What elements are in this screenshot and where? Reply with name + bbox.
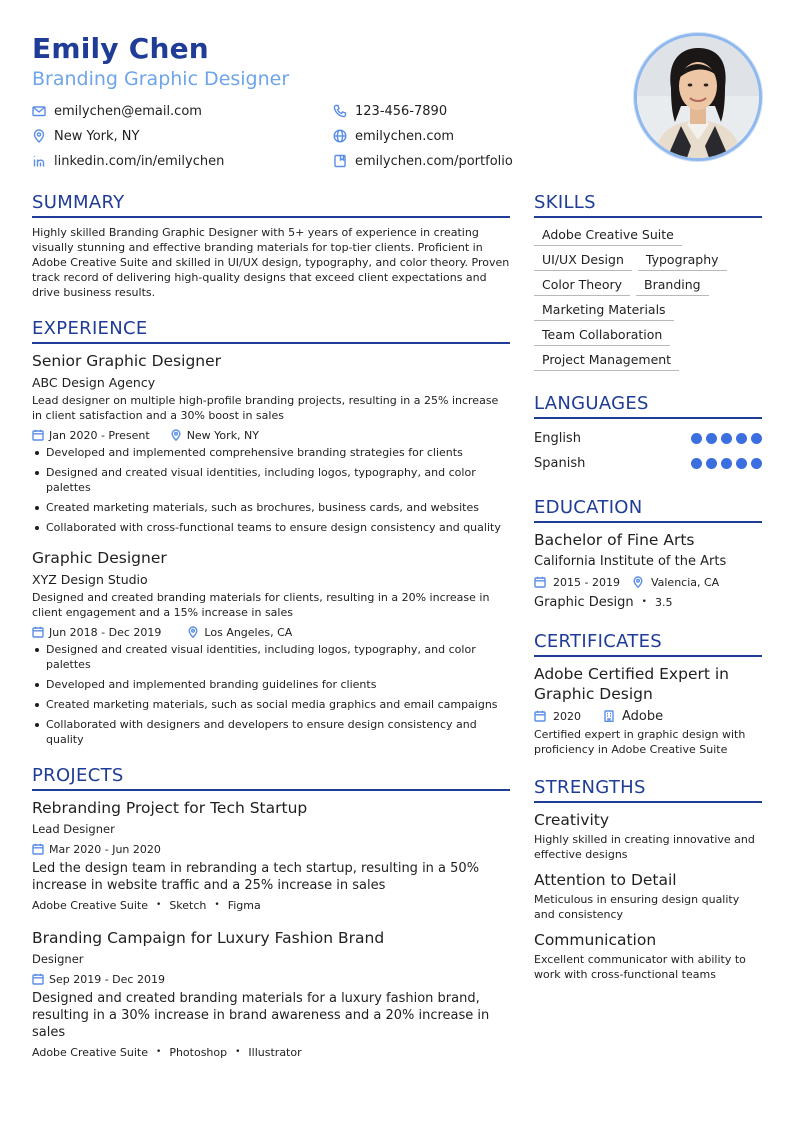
location-icon <box>170 429 182 441</box>
separator-dot: • <box>156 1047 162 1057</box>
languages-section <box>534 392 762 476</box>
job-dates: Jan 2020 - Present <box>49 428 150 442</box>
project-title: Rebranding Project for Tech Startup <box>32 799 308 817</box>
summary-heading: SUMMARY <box>32 191 510 218</box>
linkedin-icon <box>32 154 46 168</box>
project-entry <box>32 798 510 913</box>
contact-portfolio[interactable] <box>333 152 513 170</box>
job-description: Designed and created branding materials for clients, resulting in a 20% increase in client engagement and a 15% increase in sales <box>32 591 490 619</box>
separator-dot: • <box>641 597 647 607</box>
language-rating <box>687 433 762 444</box>
contact-website[interactable] <box>333 127 454 145</box>
project-meta <box>32 841 510 857</box>
calendar-icon <box>32 626 44 638</box>
location-icon <box>32 129 46 143</box>
strength-title: Attention to Detail <box>534 871 677 889</box>
tool-tag: Adobe Creative Suite <box>32 898 148 912</box>
list-item: Developed and implemented comprehensive branding strategies for clients <box>32 445 510 460</box>
job-location: New York, NY <box>186 428 259 442</box>
calendar-icon <box>32 429 44 441</box>
skills-list <box>534 225 762 375</box>
contact-linkedin-text: linkedin.com/in/emilychen <box>54 153 225 169</box>
job-entry <box>32 548 510 747</box>
strength-description: Highly skilled in creating innovative and effective designs <box>534 833 755 861</box>
contact-info <box>32 102 602 177</box>
education-dates: 2015 - 2019 <box>553 575 620 589</box>
language-row <box>534 451 762 476</box>
tool-tag: Sketch <box>169 898 207 912</box>
job-description: Lead designer on multiple high-profile branding projects, resulting in a 25% increase in client satisfaction and a 30% boost in sales <box>32 394 499 422</box>
contact-email-text: emilychen@email.com <box>54 103 202 119</box>
calendar-icon <box>534 576 546 588</box>
rating-dot <box>691 458 702 469</box>
job-bullets <box>32 642 510 747</box>
certificate-name: Adobe Certified Expert in Graphic Design <box>534 665 729 703</box>
tool-tag: Figma <box>227 898 261 912</box>
school-name: California Institute of the Arts <box>534 554 727 569</box>
strength-entry <box>534 810 762 862</box>
job-title: Senior Graphic Designer <box>32 352 222 370</box>
list-item: Created marketing materials, such as brochures, business cards, and websites <box>32 500 510 515</box>
certificate-description: Certified expert in graphic design with proficiency in Adobe Creative Suite <box>534 728 746 756</box>
project-tools <box>32 1044 510 1060</box>
rating-dot <box>736 433 747 444</box>
separator-dot: • <box>235 1047 241 1057</box>
job-meta <box>32 427 510 443</box>
projects-section <box>32 764 510 1060</box>
strengths-section <box>534 776 762 982</box>
left-column <box>32 191 510 1060</box>
field-of-study: Graphic Design <box>534 594 634 610</box>
rating-dot <box>706 458 717 469</box>
calendar-icon <box>534 710 546 722</box>
job-title: Graphic Designer <box>32 549 167 567</box>
building-icon <box>603 710 615 722</box>
avatar <box>637 36 759 158</box>
project-tools <box>32 897 510 913</box>
calendar-icon <box>32 843 44 855</box>
globe-icon <box>333 129 347 143</box>
contact-phone-text: 123-456-7890 <box>355 103 448 119</box>
company-name: ABC Design Agency <box>32 375 156 390</box>
job-entry <box>32 351 510 535</box>
contact-location <box>32 127 139 145</box>
project-role: Lead Designer <box>32 822 115 836</box>
contact-phone[interactable] <box>333 102 447 120</box>
profile-photo <box>634 33 762 161</box>
job-meta <box>32 624 510 640</box>
calendar-icon <box>32 973 44 985</box>
language-row <box>534 426 762 451</box>
skill-tag: Project Management <box>534 350 679 371</box>
rating-dot <box>721 458 732 469</box>
strength-entry <box>534 930 762 982</box>
contact-linkedin[interactable] <box>32 152 224 170</box>
summary-text: Highly skilled Branding Graphic Designer with 5+ years of experience in creating visually stunning and effective branding materials for top-tier clients. Proficient in Adobe Creative Suite and skilled in UI/UX design, typography, and color theory. Proven track record of delivering high-quality designs that exceed client expectations and drive business results. <box>32 226 510 299</box>
certificates-section <box>534 630 762 757</box>
job-location: Los Angeles, CA <box>204 625 293 639</box>
skill-tag: Typography <box>638 250 727 271</box>
skill-tag: Branding <box>636 275 709 296</box>
rating-dot <box>751 433 762 444</box>
gpa-value: 3.5 <box>654 595 673 609</box>
project-title: Branding Campaign for Luxury Fashion Brand <box>32 929 385 947</box>
languages-heading: LANGUAGES <box>534 392 762 419</box>
list-item: Designed and created visual identities, including logos, typography, and color palettes <box>32 642 510 672</box>
project-description: Led the design team in rebranding a tech startup, resulting in a 50% increase in website traffic and a 25% increase in sales <box>32 861 480 893</box>
project-description: Designed and created branding materials for a luxury fashion brand, resulting in a 30% increase in brand awareness and a 20% increase in sales <box>32 991 490 1040</box>
list-item: Developed and implemented branding guidelines for clients <box>32 677 510 692</box>
language-name: Spanish <box>534 456 586 471</box>
language-name: English <box>534 431 581 446</box>
rating-dot <box>721 433 732 444</box>
experience-heading: EXPERIENCE <box>32 317 510 344</box>
contact-website-text: emilychen.com <box>355 128 455 144</box>
separator-dot: • <box>214 900 220 910</box>
skill-tag: Team Collaboration <box>534 325 670 346</box>
projects-heading: PROJECTS <box>32 764 510 791</box>
skills-heading: SKILLS <box>534 191 762 218</box>
skill-tag: UI/UX Design <box>534 250 632 271</box>
tool-tag: Illustrator <box>248 1045 302 1059</box>
education-section <box>534 496 762 611</box>
list-item: Collaborated with designers and developers to ensure design consistency and quality <box>32 717 510 747</box>
rating-dot <box>691 433 702 444</box>
skills-section <box>534 191 762 375</box>
job-dates: Jun 2018 - Dec 2019 <box>49 625 162 639</box>
list-item: Collaborated with cross-functional teams to ensure design consistency and quality <box>32 520 510 535</box>
rating-dot <box>736 458 747 469</box>
tool-tag: Photoshop <box>169 1045 228 1059</box>
tool-tag: Adobe Creative Suite <box>32 1045 148 1059</box>
strengths-heading: STRENGTHS <box>534 776 762 803</box>
project-role: Designer <box>32 952 84 966</box>
skill-tag: Marketing Materials <box>534 300 674 321</box>
project-entry <box>32 928 510 1060</box>
contact-portfolio-text: emilychen.com/portfolio <box>355 153 513 169</box>
portfolio-icon <box>333 154 347 168</box>
job-bullets <box>32 445 510 535</box>
certificates-heading: CERTIFICATES <box>534 630 762 657</box>
experience-section <box>32 317 510 747</box>
education-heading: EDUCATION <box>534 496 762 523</box>
location-icon <box>632 576 644 588</box>
summary-section <box>32 191 510 300</box>
company-name: XYZ Design Studio <box>32 572 148 587</box>
contact-location-text: New York, NY <box>54 128 140 144</box>
certificate-meta <box>534 708 762 724</box>
project-dates: Mar 2020 - Jun 2020 <box>49 842 161 856</box>
language-rating <box>687 458 762 469</box>
list-item: Created marketing materials, such as social media graphics and email campaigns <box>32 697 510 712</box>
contact-email[interactable] <box>32 102 202 120</box>
certificate-year: 2020 <box>553 709 581 723</box>
rating-dot <box>706 433 717 444</box>
phone-icon <box>333 104 347 118</box>
right-column <box>534 191 762 990</box>
education-location: Valencia, CA <box>650 575 720 589</box>
resume-header <box>32 30 602 177</box>
strength-description: Excellent communicator with ability to work with cross-functional teams <box>534 953 746 981</box>
certificate-issuer: Adobe <box>622 708 664 724</box>
strength-description: Meticulous in ensuring design quality and consistency <box>534 893 740 921</box>
strength-entry <box>534 870 762 922</box>
candidate-role: Branding Graphic Designer <box>32 68 290 90</box>
location-icon <box>187 626 199 638</box>
project-dates: Sep 2019 - Dec 2019 <box>49 972 165 986</box>
skill-tag: Adobe Creative Suite <box>534 225 682 246</box>
degree-title: Bachelor of Fine Arts <box>534 531 695 549</box>
education-field <box>534 593 762 611</box>
skill-tag: Color Theory <box>534 275 630 296</box>
education-meta <box>534 574 762 590</box>
strength-title: Communication <box>534 931 657 949</box>
separator-dot: • <box>156 900 162 910</box>
strength-title: Creativity <box>534 811 610 829</box>
rating-dot <box>751 458 762 469</box>
list-item: Designed and created visual identities, including logos, typography, and color palettes <box>32 465 510 495</box>
project-meta <box>32 971 510 987</box>
email-icon <box>32 104 46 118</box>
candidate-name: Emily Chen <box>32 32 209 65</box>
